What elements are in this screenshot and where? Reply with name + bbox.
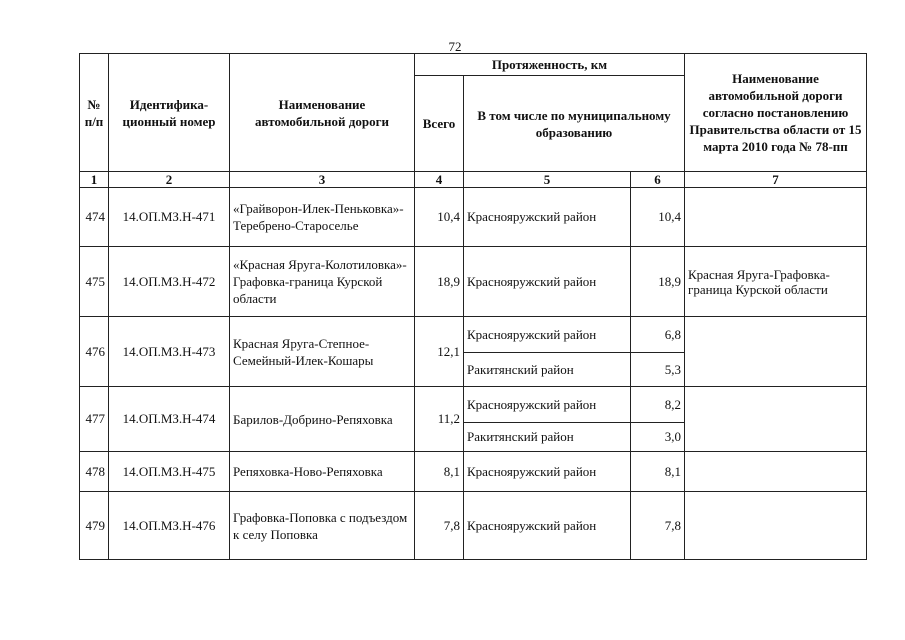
row-regulation [685,452,867,492]
row-regulation [685,492,867,560]
row-district: Краснояружский район [464,188,631,247]
row-road-name: Репяховка-Ново-Репяховка [230,452,415,492]
row-regulation [685,317,867,387]
header-regulation-name: Наименование автомобильной дороги согласно постановлению Правительства области от 15 марта 2010 года № 78-пп [685,54,867,172]
column-number: 1 [80,172,109,188]
row-number: 474 [80,188,109,247]
header-id: Идентифика-ционный номер [109,54,230,172]
column-number: 6 [631,172,685,188]
row-road-name: Барилов-Добрино-Репяховка [230,387,415,452]
row-road-name: Графовка-Поповка с подъездом к селу Поповка [230,492,415,560]
row-district-km: 6,8 [631,317,685,353]
row-number: 478 [80,452,109,492]
table-row [80,492,867,560]
row-number: 477 [80,387,109,452]
row-total: 11,2 [415,387,464,452]
page-number: 72 [448,39,462,54]
row-district-km: 18,9 [631,247,685,317]
row-total: 10,4 [415,188,464,247]
row-road-name: «Красная Яруга-Колотиловка»-Графовка-граница Курской области [230,247,415,317]
row-district-km: 10,4 [631,188,685,247]
row-district: Ракитянский район [464,423,631,452]
table-row [80,247,867,317]
row-id: 14.ОП.МЗ.Н-471 [109,188,230,247]
header-no: № п/п [80,54,109,172]
row-total: 18,9 [415,247,464,317]
table-row [80,317,867,353]
row-district: Краснояружский район [464,247,631,317]
column-number: 5 [464,172,631,188]
row-district: Краснояружский район [464,492,631,560]
row-total: 7,8 [415,492,464,560]
row-regulation [685,188,867,247]
row-number: 479 [80,492,109,560]
row-district-km: 8,2 [631,387,685,423]
row-regulation: Красная Яруга-Графовка-граница Курской области [685,247,867,317]
column-number: 4 [415,172,464,188]
roads-table [79,53,867,560]
row-total: 12,1 [415,317,464,387]
row-regulation [685,387,867,452]
row-id: 14.ОП.МЗ.Н-474 [109,387,230,452]
table-row [80,452,867,492]
row-id: 14.ОП.МЗ.Н-475 [109,452,230,492]
row-id: 14.ОП.МЗ.Н-476 [109,492,230,560]
row-road-name: «Грайворон-Илек-Пеньковка»-Теребрено-Староселье [230,188,415,247]
header-total: Всего [415,76,464,172]
row-district: Краснояружский район [464,387,631,423]
row-total: 8,1 [415,452,464,492]
header-length: Протяженность, км [415,54,685,76]
row-district: Краснояружский район [464,452,631,492]
column-number: 2 [109,172,230,188]
row-id: 14.ОП.МЗ.Н-473 [109,317,230,387]
table-row [80,387,867,423]
column-number: 3 [230,172,415,188]
column-number: 7 [685,172,867,188]
table-row [80,188,867,247]
row-district-km: 5,3 [631,353,685,387]
row-district: Краснояружский район [464,317,631,353]
row-district: Ракитянский район [464,353,631,387]
row-road-name: Красная Яруга-Степное-Семейный-Илек-Кошары [230,317,415,387]
row-district-km: 7,8 [631,492,685,560]
row-district-km: 8,1 [631,452,685,492]
row-number: 476 [80,317,109,387]
header-including: В том числе по муниципальному образованию [464,76,685,172]
row-number: 475 [80,247,109,317]
header-name: Наименование автомобильной дороги [230,54,415,172]
row-district-km: 3,0 [631,423,685,452]
row-id: 14.ОП.МЗ.Н-472 [109,247,230,317]
